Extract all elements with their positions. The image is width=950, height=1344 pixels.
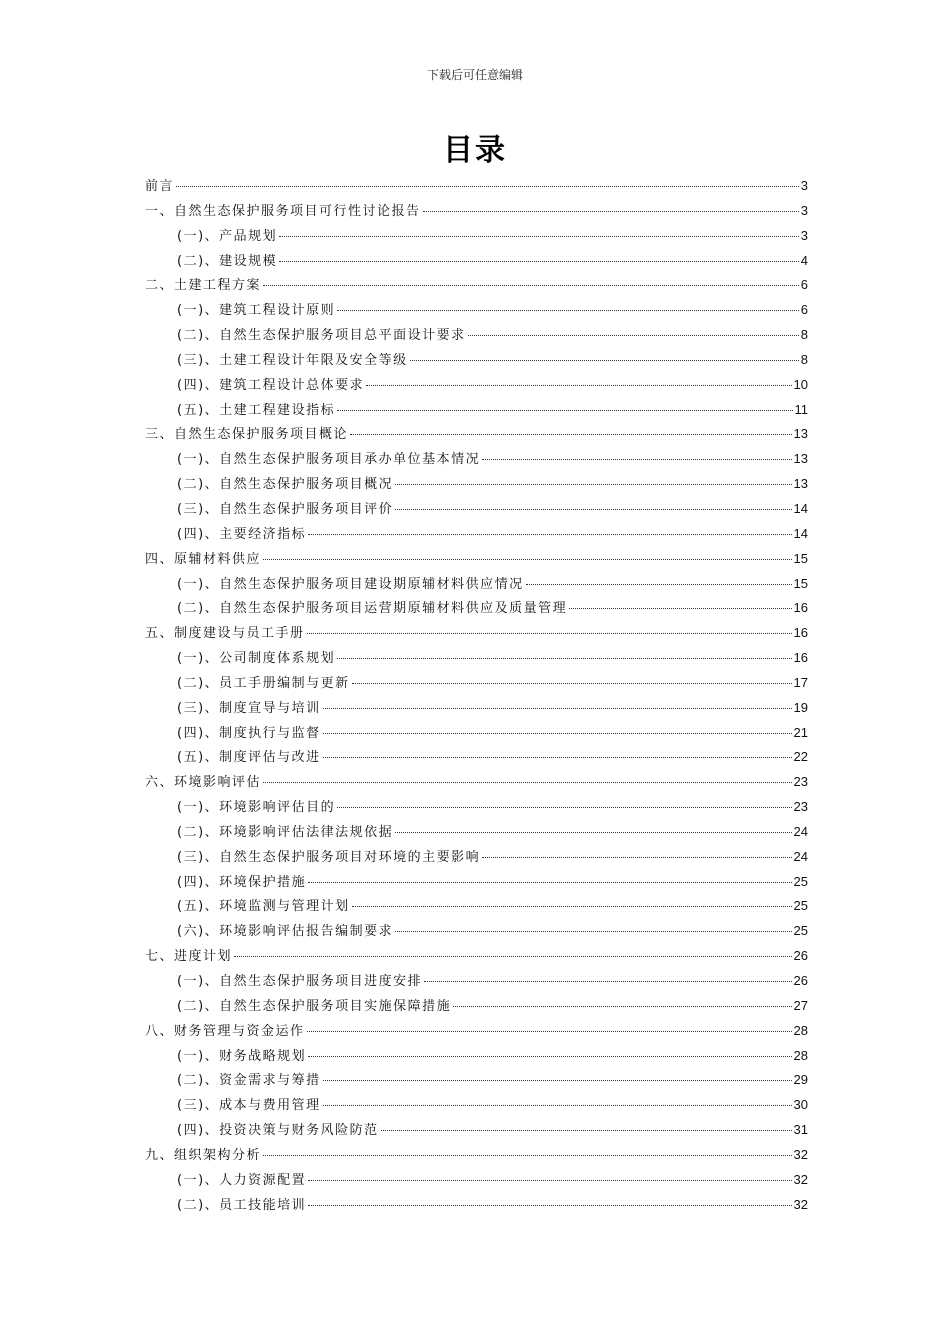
- toc-section-entry[interactable]: [145, 721, 808, 746]
- toc-dot-leader: [323, 733, 792, 734]
- toc-entry-text: (一)、公司制度体系规划: [177, 651, 336, 667]
- toc-chapter-entry[interactable]: [145, 770, 808, 795]
- toc-entry-text: 前言: [145, 179, 175, 194]
- toc-page-number: 28: [793, 1047, 808, 1063]
- toc-entry-text: (一)、自然生态保护服务项目建设期原辅材料供应情况: [177, 576, 524, 592]
- toc-dot-leader: [381, 1130, 792, 1131]
- toc-section-entry[interactable]: [145, 845, 808, 870]
- toc-dot-leader: [569, 608, 791, 609]
- toc-dot-leader: [308, 1180, 791, 1181]
- toc-section-entry[interactable]: [145, 671, 808, 696]
- toc-dot-leader: [395, 931, 791, 932]
- toc-entry-text: (四)、投资决策与财务风险防范: [177, 1123, 379, 1139]
- toc-dot-leader: [395, 484, 791, 485]
- toc-dot-leader: [350, 434, 792, 435]
- toc-section-entry[interactable]: [145, 249, 808, 274]
- toc-section-entry[interactable]: [145, 1068, 808, 1093]
- toc-page-number: 30: [793, 1097, 808, 1113]
- toc-dot-leader: [263, 1155, 792, 1156]
- toc-entry-text: (四)、主要经济指标: [177, 526, 307, 542]
- toc-section-entry[interactable]: [145, 224, 808, 249]
- toc-dot-leader: [468, 335, 799, 336]
- toc-dot-leader: [482, 857, 791, 858]
- toc-entry-text: 九、组织架构分析: [145, 1147, 262, 1163]
- toc-entry-text: (一)、财务战略规划: [177, 1048, 307, 1064]
- toc-page-number: 25: [793, 923, 808, 939]
- toc-dot-leader: [323, 757, 792, 758]
- toc-entry-text: (三)、自然生态保护服务项目评价: [177, 501, 394, 517]
- toc-dot-leader: [352, 906, 792, 907]
- toc-page-number: 14: [793, 525, 808, 541]
- toc-section-entry[interactable]: [145, 1044, 808, 1069]
- toc-section-entry[interactable]: [145, 348, 808, 373]
- toc-chapter-entry[interactable]: [145, 174, 808, 199]
- toc-page-number: 24: [793, 823, 808, 839]
- toc-chapter-entry[interactable]: [145, 1143, 808, 1168]
- toc-page-number: 16: [793, 625, 808, 641]
- toc-dot-leader: [526, 584, 792, 585]
- toc-section-entry[interactable]: [145, 596, 808, 621]
- toc-section-entry[interactable]: [145, 870, 808, 895]
- toc-dot-leader: [366, 385, 791, 386]
- toc-entry-text: 一、自然生态保护服务项目可行性讨论报告: [145, 203, 421, 219]
- toc-dot-leader: [263, 285, 799, 286]
- toc-section-entry[interactable]: [145, 969, 808, 994]
- toc-dot-leader: [279, 236, 799, 237]
- toc-section-entry[interactable]: [145, 1193, 808, 1218]
- toc-page-number: 3: [800, 178, 808, 193]
- toc-entry-text: (二)、资金需求与筹措: [177, 1073, 321, 1089]
- toc-chapter-entry[interactable]: [145, 547, 808, 572]
- toc-entry-text: (一)、人力资源配置: [177, 1172, 307, 1188]
- toc-entry-text: 二、土建工程方案: [145, 278, 262, 294]
- toc-dot-leader: [337, 410, 792, 411]
- toc-entry-text: (五)、制度评估与改进: [177, 750, 321, 766]
- toc-dot-leader: [482, 459, 791, 460]
- toc-page-number: 26: [793, 973, 808, 988]
- toc-page-number: 25: [793, 873, 808, 889]
- toc-dot-leader: [308, 882, 791, 883]
- toc-dot-leader: [337, 807, 791, 808]
- toc-entry-text: (四)、环境保护措施: [177, 874, 307, 890]
- toc-dot-leader: [308, 1056, 791, 1057]
- toc-section-entry[interactable]: [145, 497, 808, 522]
- toc-section-entry[interactable]: [145, 1168, 808, 1193]
- toc-section-entry[interactable]: [145, 323, 808, 348]
- toc-entry-text: (一)、环境影响评估目的: [177, 800, 336, 816]
- toc-dot-leader: [308, 534, 791, 535]
- toc-dot-leader: [234, 956, 792, 957]
- toc-chapter-entry[interactable]: [145, 1019, 808, 1044]
- toc-dot-leader: [279, 261, 799, 262]
- toc-page-number: 32: [793, 1196, 808, 1212]
- toc-chapter-entry[interactable]: [145, 621, 808, 646]
- toc-entry-text: (二)、员工手册编制与更新: [177, 675, 350, 691]
- toc-page-number: 24: [793, 848, 808, 864]
- toc-entry-text: (三)、土建工程设计年限及安全等级: [177, 352, 408, 368]
- toc-dot-leader: [308, 1205, 791, 1206]
- toc-entry-text: (二)、自然生态保护服务项目实施保障措施: [177, 998, 452, 1014]
- toc-section-entry[interactable]: [145, 522, 808, 547]
- toc-dot-leader: [410, 360, 799, 361]
- toc-dot-leader: [352, 683, 792, 684]
- toc-section-entry[interactable]: [145, 919, 808, 944]
- toc-dot-leader: [323, 1105, 792, 1106]
- toc-entry-text: (六)、环境影响评估报告编制要求: [177, 924, 394, 940]
- page-header-note: 下载后可任意编辑: [426, 68, 523, 82]
- toc-chapter-entry[interactable]: [145, 944, 808, 969]
- toc-dot-leader: [263, 782, 792, 783]
- table-of-contents: [145, 174, 808, 1217]
- toc-page-number: 3: [800, 227, 808, 243]
- toc-entry-text: 四、原辅材料供应: [145, 551, 262, 567]
- toc-section-entry[interactable]: [145, 894, 808, 919]
- toc-chapter-entry[interactable]: [145, 422, 808, 447]
- toc-dot-leader: [337, 658, 791, 659]
- toc-section-entry[interactable]: [145, 646, 808, 671]
- toc-entry-text: (一)、自然生态保护服务项目承办单位基本情况: [177, 452, 481, 468]
- toc-section-entry[interactable]: [145, 298, 808, 323]
- toc-dot-leader: [307, 633, 792, 634]
- toc-page-number: 32: [793, 1171, 808, 1187]
- toc-entry-text: 六、环境影响评估: [145, 775, 262, 791]
- toc-page-number: 11: [794, 401, 808, 417]
- toc-dot-leader: [323, 708, 792, 709]
- toc-section-entry[interactable]: [145, 572, 808, 597]
- toc-page-number: 26: [793, 948, 808, 964]
- toc-page-number: 15: [793, 550, 808, 566]
- toc-section-entry[interactable]: [145, 447, 808, 472]
- toc-dot-leader: [323, 1080, 792, 1081]
- toc-page-number: 13: [793, 426, 808, 442]
- toc-page-number: 4: [800, 252, 808, 268]
- toc-dot-leader: [395, 509, 791, 510]
- toc-section-entry[interactable]: [145, 1093, 808, 1118]
- toc-entry-text: 七、进度计划: [145, 949, 233, 965]
- toc-section-entry[interactable]: [145, 696, 808, 721]
- toc-page-number: 21: [793, 724, 808, 740]
- toc-entry-text: (五)、环境监测与管理计划: [177, 899, 350, 915]
- toc-page-number: 28: [793, 1022, 808, 1038]
- toc-section-entry[interactable]: [145, 398, 808, 423]
- toc-page-number: 13: [793, 476, 808, 492]
- toc-page-number: 8: [800, 351, 808, 367]
- toc-entry-text: (二)、自然生态保护服务项目概况: [177, 477, 394, 493]
- toc-entry-text: (一)、建筑工程设计原则: [177, 303, 336, 319]
- toc-entry-text: 三、自然生态保护服务项目概论: [145, 427, 349, 443]
- toc-page-number: 29: [793, 1072, 808, 1088]
- toc-section-entry[interactable]: [145, 1118, 808, 1143]
- toc-entry-text: (二)、自然生态保护服务项目总平面设计要求: [177, 328, 466, 344]
- toc-section-entry[interactable]: [145, 373, 808, 398]
- toc-entry-text: (五)、土建工程建设指标: [177, 402, 336, 418]
- toc-section-entry[interactable]: [145, 994, 808, 1019]
- toc-page-number: 19: [793, 699, 808, 715]
- toc-dot-leader: [424, 981, 791, 982]
- toc-entry-text: 五、制度建设与员工手册: [145, 626, 305, 642]
- toc-title: 目录: [443, 133, 507, 168]
- toc-dot-leader: [176, 186, 799, 187]
- toc-page-number: 3: [800, 202, 808, 218]
- toc-page-number: 8: [800, 327, 808, 343]
- toc-entry-text: (二)、建设规模: [177, 253, 278, 269]
- toc-dot-leader: [307, 1031, 792, 1032]
- toc-entry-text: (三)、自然生态保护服务项目对环境的主要影响: [177, 849, 481, 865]
- toc-section-entry[interactable]: [145, 820, 808, 845]
- toc-page-number: 16: [793, 600, 808, 616]
- toc-entry-text: 八、财务管理与资金运作: [145, 1023, 305, 1039]
- toc-page-number: 6: [800, 277, 808, 293]
- toc-dot-leader: [263, 559, 792, 560]
- toc-dot-leader: [423, 211, 799, 212]
- toc-page-number: 23: [793, 799, 808, 815]
- toc-page-number: 14: [793, 500, 808, 516]
- toc-entry-text: (三)、成本与费用管理: [177, 1098, 321, 1114]
- toc-section-entry[interactable]: [145, 745, 808, 770]
- toc-chapter-entry[interactable]: [145, 199, 808, 224]
- toc-entry-text: (二)、环境影响评估法律法规依据: [177, 824, 394, 840]
- toc-page-number: 17: [793, 674, 808, 690]
- toc-dot-leader: [395, 832, 791, 833]
- toc-page-number: 32: [793, 1146, 808, 1162]
- toc-page-number: 22: [793, 749, 808, 765]
- toc-page-number: 25: [793, 898, 808, 914]
- toc-page-number: 31: [793, 1122, 808, 1138]
- toc-chapter-entry[interactable]: [145, 273, 808, 298]
- toc-entry-text: (一)、产品规划: [177, 228, 278, 244]
- toc-page-number: 23: [793, 774, 808, 790]
- toc-section-entry[interactable]: [145, 472, 808, 497]
- toc-entry-text: (三)、制度宣导与培训: [177, 700, 321, 716]
- toc-dot-leader: [453, 1006, 791, 1007]
- toc-entry-text: (二)、自然生态保护服务项目运营期原辅材料供应及质量管理: [177, 601, 568, 617]
- toc-page-number: 16: [793, 650, 808, 666]
- toc-page-number: 10: [793, 376, 808, 392]
- toc-entry-text: (一)、自然生态保护服务项目进度安排: [177, 974, 423, 989]
- toc-page-number: 15: [793, 575, 808, 591]
- toc-entry-text: (四)、建筑工程设计总体要求: [177, 377, 365, 393]
- toc-dot-leader: [337, 310, 799, 311]
- toc-page-number: 6: [800, 302, 808, 318]
- toc-entry-text: (四)、制度执行与监督: [177, 725, 321, 741]
- toc-section-entry[interactable]: [145, 795, 808, 820]
- toc-entry-text: (二)、员工技能培训: [177, 1197, 307, 1213]
- toc-page-number: 13: [793, 451, 808, 467]
- toc-page-number: 27: [793, 997, 808, 1013]
